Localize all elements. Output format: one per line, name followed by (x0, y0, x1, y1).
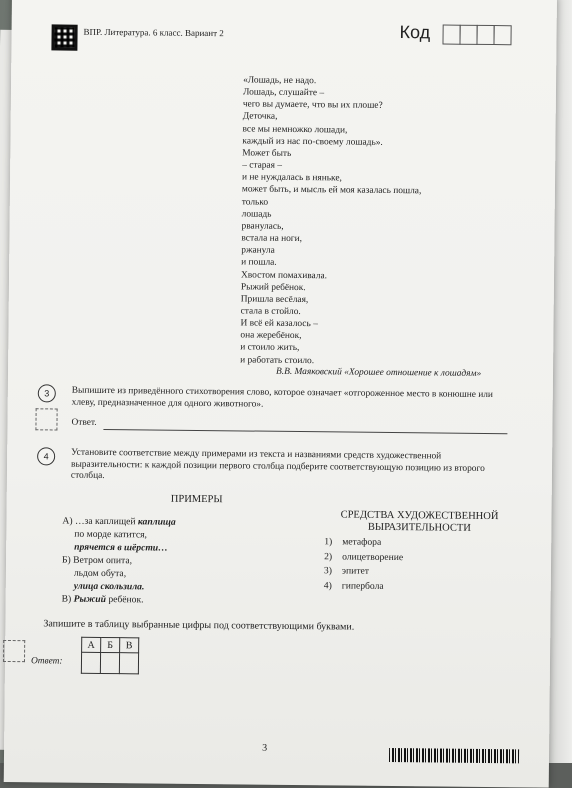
question-4-text: Установите соответствие между примерами из текста и названиями средств художественной выразительности: к каждой позиции первого столбца подберите соответствующую позицию из второго столбца. (70, 447, 485, 481)
poem-line: Рыжий ребёнок. (240, 282, 306, 293)
answer-cell-a[interactable] (81, 652, 100, 673)
poem-line: каждый из нас по-своему лошадь». (242, 136, 383, 148)
poem-attribution: В.В. Маяковский «Хорошее отношение к лошадям» (275, 366, 482, 379)
example-v-highlight: Рыжий (73, 593, 107, 606)
poem-line: Пришла весёлая, (240, 294, 309, 305)
question-4-answer-label: Ответ: (30, 656, 63, 667)
question-3-answer-label: Ответ. (71, 417, 97, 428)
question-4-instruction: Запишите в таблицу выбранные цифры под соответствующими буквами. (43, 618, 355, 633)
kod-label: Код (399, 22, 431, 43)
poem-line: она жеребёнок, (240, 330, 302, 342)
kod-cell[interactable] (459, 25, 477, 45)
answer-table-header: Б (101, 637, 120, 652)
poem-line: и работать стоило. (240, 355, 315, 366)
means-heading: СРЕДСТВА ХУДОЖЕСТВЕННОЙ ВЫРАЗИТЕЛЬНОСТИ (340, 509, 499, 534)
poem-line: Лошадь, слушайте – (242, 87, 325, 99)
poem-line: встала на ноги, (241, 233, 303, 245)
page-number: 3 (262, 742, 268, 754)
poem-line: и не нуждалась в няньке, (242, 172, 342, 184)
example-b-line-1: Ветром опита, (73, 554, 133, 567)
kod-cell[interactable] (493, 25, 511, 45)
poem-line: и стоило жить, (240, 342, 300, 354)
question-3-number: 3 (38, 384, 56, 402)
kod-cell[interactable] (476, 25, 494, 45)
means-list (324, 535, 404, 594)
kod-cell[interactable] (442, 25, 460, 45)
poem-line: рванулась, (241, 221, 284, 232)
poem-line: – старая – (242, 160, 283, 171)
example-a-line-3: прячется в шёрсти… (74, 541, 168, 554)
answer-cell-v[interactable] (119, 653, 138, 674)
example-v (62, 593, 262, 608)
example-v-letter: В) (61, 593, 72, 605)
question-3-score-box (35, 408, 57, 430)
example-a-letter: А) (62, 515, 73, 527)
means-item: 2) олицетворение (324, 550, 404, 563)
examples-heading: ПРИМЕРЫ (170, 493, 223, 506)
poem-line: все мы немножко лошади, (242, 124, 348, 136)
example-b-line-2: льдом обута, (73, 567, 127, 580)
poem-line: и пошла. (241, 257, 277, 269)
question-3-answer-line[interactable] (103, 429, 507, 434)
example-v-line-1: ребёнок. (108, 594, 144, 606)
question-3-text: Выпишите из приведённого стихотворения слово, которое означает «отгороженное место в конюшне или хлеву, предназначенное для одного животного». (71, 385, 494, 410)
poem-line: Может быть (242, 148, 292, 159)
poem-line: может быть, и мысль ей моя казалась пошла, (241, 184, 422, 197)
poem-line: лошадь (241, 209, 272, 220)
answer-table-header: В (120, 638, 139, 653)
poem-line: Хвостом помахивала. (240, 269, 328, 281)
barcode-icon (389, 748, 519, 763)
question-4-number: 4 (37, 447, 55, 465)
poem-line: ржанула (241, 245, 275, 256)
example-a-line-2: по морде катится, (74, 528, 148, 541)
page-header: ВПР. Литература. 6 класс. Вариант 2 (83, 26, 224, 39)
means-item: 3) эпитет (323, 565, 370, 577)
poem-line: чего вы думаете, что вы их плоше? (242, 99, 383, 112)
poem-line: Деточка, (242, 111, 278, 123)
poem-line: только (241, 196, 269, 208)
poem (240, 74, 422, 368)
question-4-score-box (3, 640, 25, 662)
qr-code-icon (51, 24, 77, 50)
means-item: 1) метафора (324, 536, 382, 548)
answer-table-header: А (82, 637, 101, 652)
exam-page (4, 0, 557, 788)
examples-list (62, 515, 263, 608)
kod-boxes[interactable] (443, 25, 511, 46)
poem-line: стала в стойло. (240, 306, 301, 318)
example-a-highlight: каплища (137, 516, 176, 528)
example-b-line-3: улица скользила. (73, 580, 145, 593)
poem-line: «Лошадь, не надо. (243, 75, 317, 87)
answer-cell-b[interactable] (100, 652, 119, 673)
example-b-letter: Б) (61, 554, 71, 566)
example-a-line-1: …за каплищей (74, 515, 136, 528)
means-item: 4) гипербола (323, 579, 384, 592)
answer-table (81, 637, 139, 675)
poem-line: И всё ей казалось – (240, 318, 318, 330)
